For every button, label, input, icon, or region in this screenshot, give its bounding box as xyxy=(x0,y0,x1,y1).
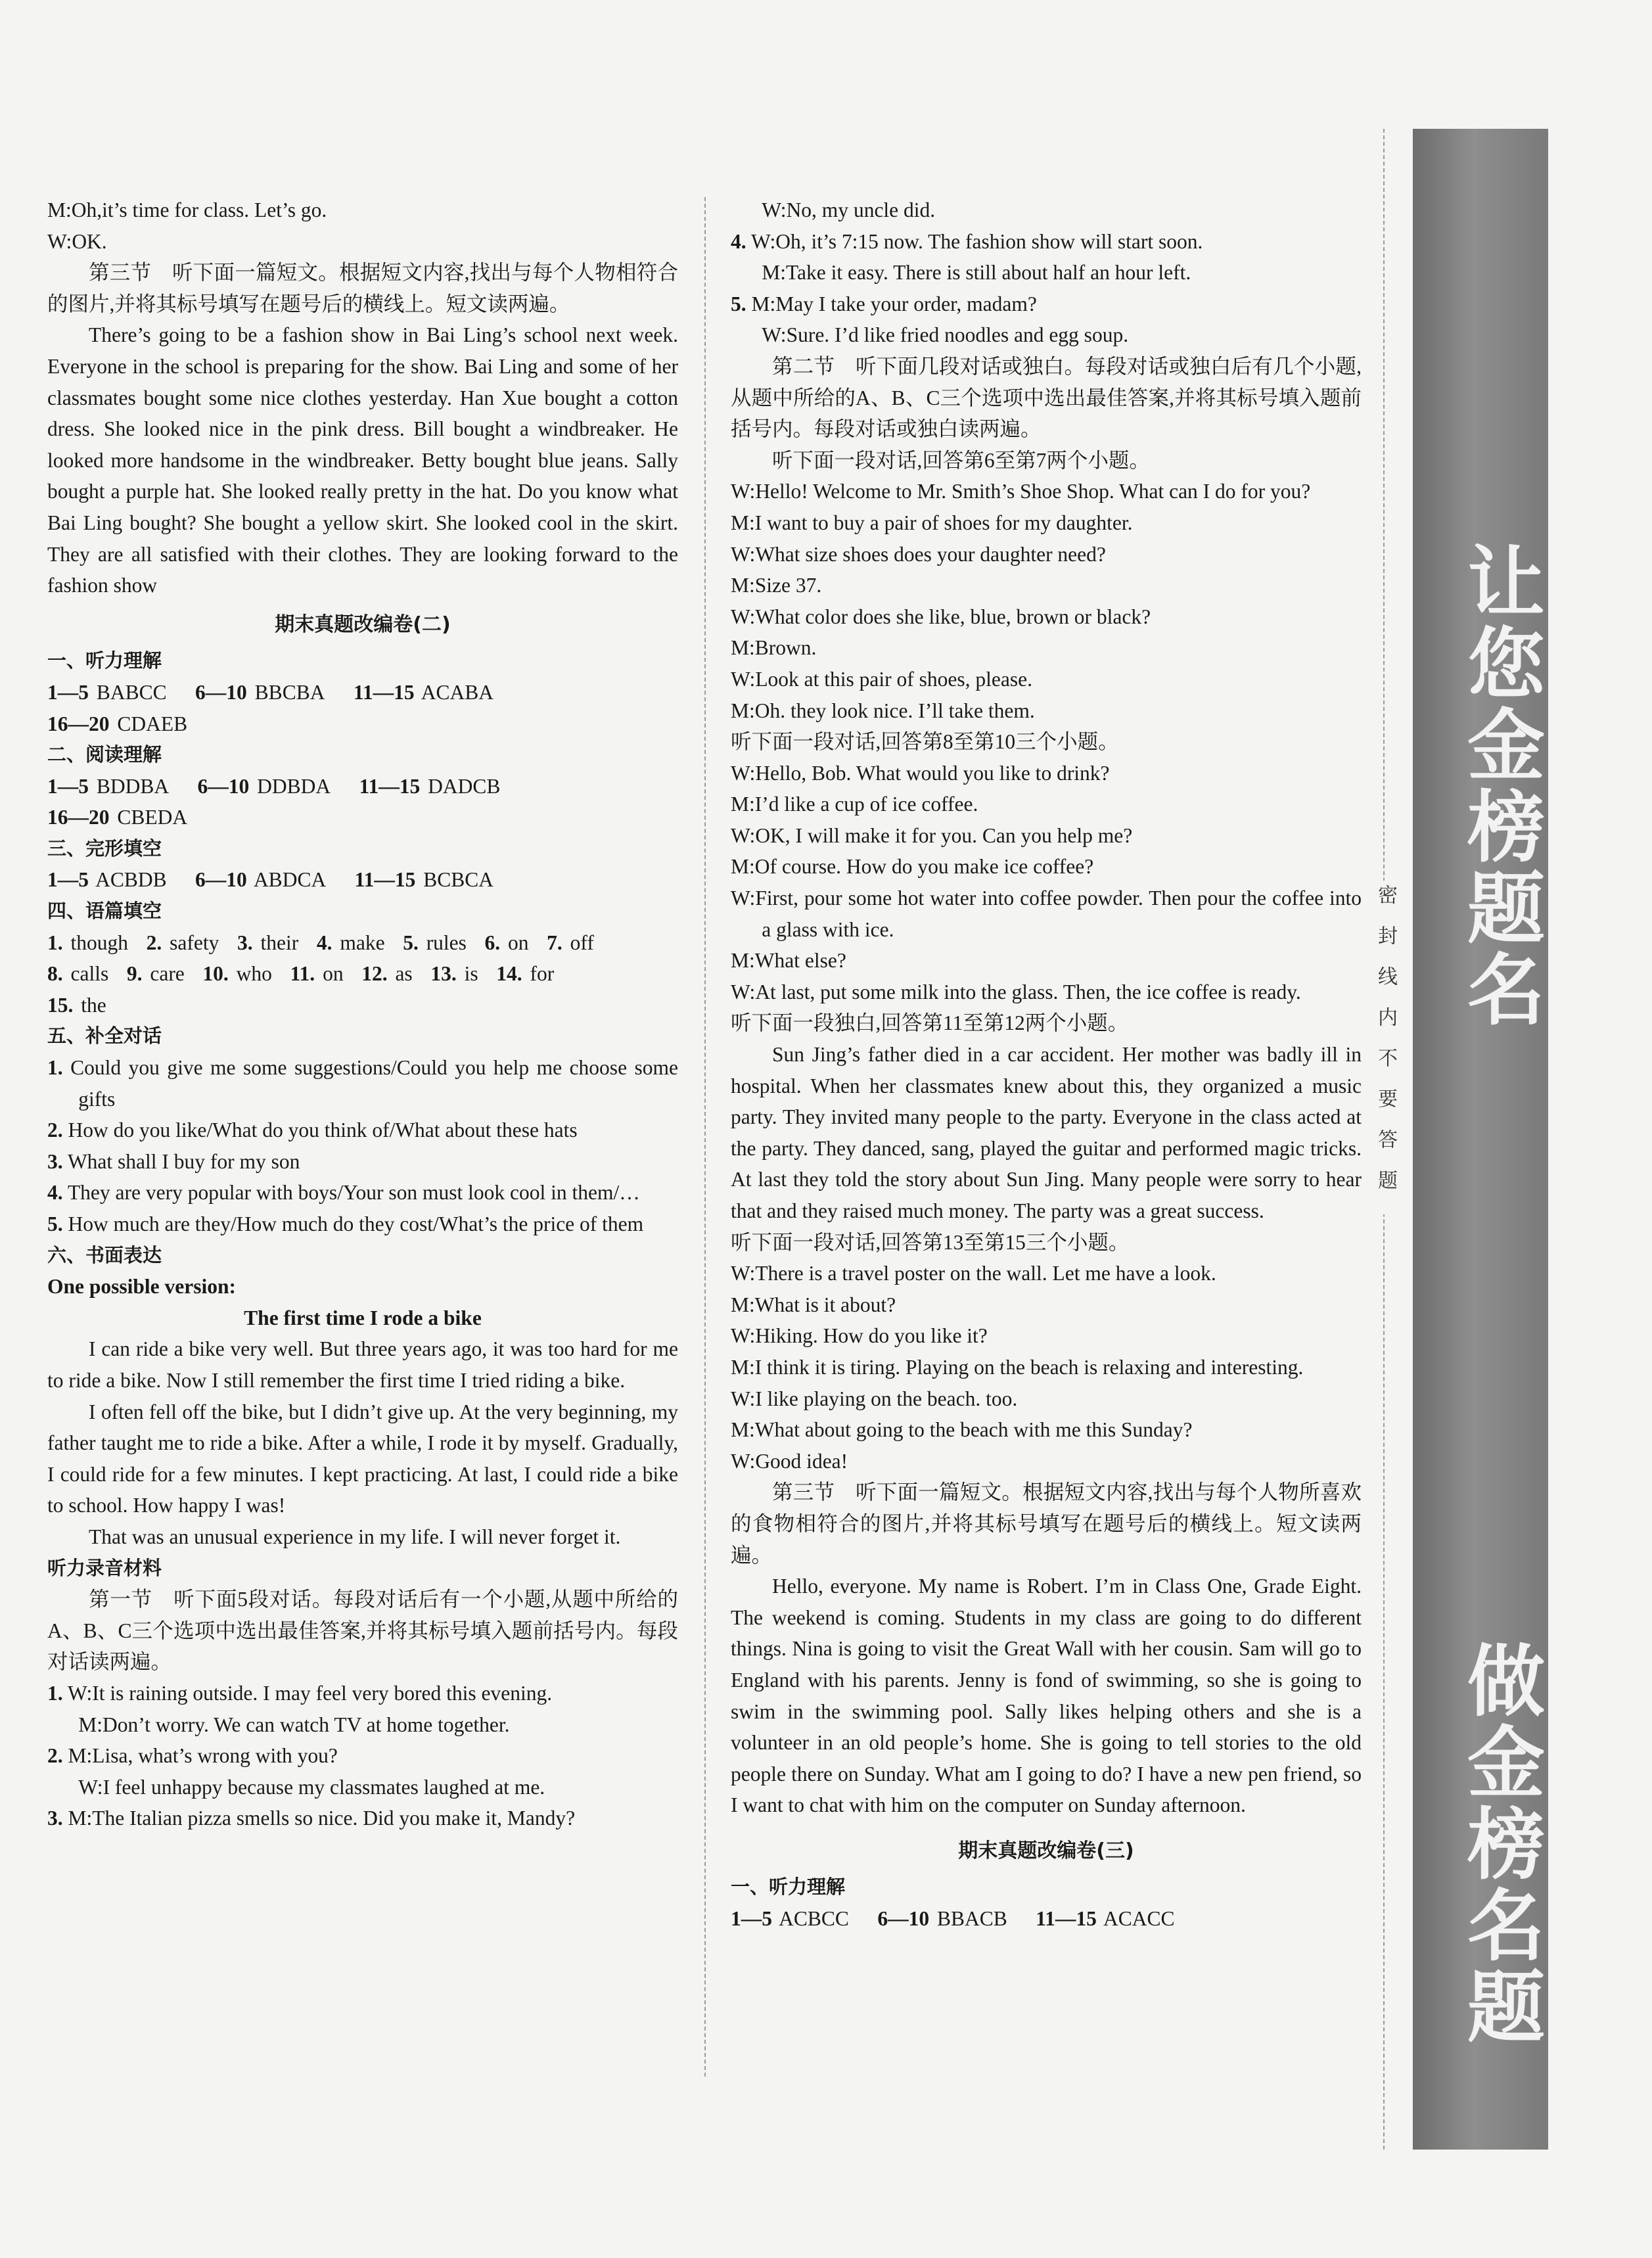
answer-row xyxy=(47,802,678,833)
dialog-number: 4. xyxy=(731,229,746,253)
essay-paragraph: That was an unusual experience in my life. I will never forget it. xyxy=(89,1525,621,1548)
dialog-line: M:I’d like a cup of ice coffee. xyxy=(731,793,978,816)
dialog-first-line xyxy=(731,226,1362,258)
fill-row xyxy=(47,990,678,1021)
column-divider xyxy=(704,197,706,2077)
monologue: Sun Jing’s father died in a car accident. Her mother was badly ill in hospital. When her classmates knew about this, they organized a music party. They invited many people to the party. Everyone in the class acted at the party. They danced, sang, played the guitar and performed magic tricks. At last they told the story about Sun Jing. Many people were sorry to hear that and they raised much money. The party was a great success. xyxy=(731,1043,1362,1222)
dialog-number: 5. xyxy=(731,292,746,315)
dialog-number: 1. xyxy=(47,1681,63,1705)
section1-dialogs xyxy=(47,1678,678,1834)
item-number: 5. xyxy=(47,1212,63,1235)
answer-range: 1—5 xyxy=(47,680,89,704)
answer-letters: CBEDA xyxy=(117,806,188,829)
dialog-answer-item xyxy=(47,1052,678,1115)
answer-letters: BABCC xyxy=(96,680,167,704)
banner-slogan-bottom: 做金榜名题 xyxy=(1454,1640,1546,2048)
weekend-passage: Hello, everyone. My name is Robert. I’m in Class One, Grade Eight. The weekend is coming. Students in my class are going to do different things. Nina is going to visit the Great Wall with her cousin. Sam will go to England with his parents. Jenny is fond of swimming, so she is going to swim in the swimming pool. Sally likes helping others and she is a volunteer in an old people’s home. She is going to tell stories to the old people there on Sunday. What am I going to do? I have a new pen friend, so I want to chat with him on the computer on Sunday afternoon. xyxy=(731,1575,1362,1817)
right-column xyxy=(731,195,1362,1935)
fill-number: 14. xyxy=(496,962,522,986)
essay-title: The first time I rode a bike xyxy=(244,1306,482,1329)
item-text: What shall I buy for my son xyxy=(67,1149,300,1173)
fill-number: 4. xyxy=(316,931,333,954)
essay-paragraph: I often fell off the bike, but I didn’t give up. At the very beginning, my father taught me to ride a bike. After a while, I rode it by myself. Gradually, I could ride for a few minutes. I kept practicing. At last, I could ride a bike to school. How happy I was! xyxy=(47,1400,678,1517)
reading-answers xyxy=(47,771,678,833)
item-number: 1. xyxy=(47,1056,63,1080)
dialog-second-line: M:Don’t worry. We can watch TV at home together. xyxy=(78,1713,510,1736)
fill-number: 15. xyxy=(47,993,74,1017)
dialog-line: M:What is it about? xyxy=(731,1293,896,1316)
answer-row xyxy=(47,677,678,708)
question-prompt: 听下面一段独白,回答第11至第12两个小题。 xyxy=(731,1011,1129,1035)
answer-letters: ACBCC xyxy=(779,1907,849,1931)
shoe-shop-dialog xyxy=(731,476,1362,726)
answer-letters: DADCB xyxy=(428,774,501,798)
travel-poster-dialog xyxy=(731,1258,1362,1477)
listening-heading: 一、听力理解 xyxy=(731,1876,846,1899)
answer-letters: ACBDB xyxy=(95,868,167,892)
fill-number: 1. xyxy=(47,931,63,954)
item-text: They are very popular with boys/Your son must look cool in them/… xyxy=(67,1181,640,1205)
dialog-first-line xyxy=(47,1740,678,1772)
dialog-number: 2. xyxy=(47,1744,63,1768)
fashion-show-passage: There’s going to be a fashion show in Bai Ling’s school next week. Everyone in the school is preparing for the show. Bai Ling and some of her classmates bought some nice clothes yesterday. Han Xue bought a cotton dress. She looked nice in the pink dress. Bill bought a windbreaker. He looked more handsome in the windbreaker. Betty bought blue jeans. Sally bought a purple hat. She looked really pretty in the hat. Do you know what Bai Ling bought? She bought a yellow skirt. She looked cool in the skirt. They are all satisfied with their clothes. They are looking forward to the fashion show xyxy=(47,323,678,597)
section3-instructions: 第三节 听下面一篇短文。根据短文内容,找出与每个人物相符合的图片,并将其标号填写在题号后的横线上。短文读两遍。 xyxy=(47,261,678,315)
answer-range: 1—5 xyxy=(47,774,89,798)
answer-letters: ACACC xyxy=(1103,1907,1175,1931)
fill-answer: safety xyxy=(170,931,219,954)
item-number: 2. xyxy=(47,1118,63,1142)
dialog-line: W:OK, I will make it for you. Can you help me? xyxy=(731,823,1133,847)
ice-coffee-dialog xyxy=(731,758,1362,1008)
fill-number: 11. xyxy=(290,962,315,986)
fill-answers xyxy=(47,927,678,1021)
fill-answer: calls xyxy=(70,962,109,986)
dialog-line: W:I like playing on the beach. too. xyxy=(731,1387,1018,1410)
fill-number: 2. xyxy=(146,931,162,954)
fill-answer: though xyxy=(70,931,129,954)
essay-paragraph: I can ride a bike very well. But three years ago, it was too hard for me to ride a bike. Now I still remember the first time I tried riding a bike. xyxy=(47,1337,678,1392)
fill-number: 5. xyxy=(403,931,419,954)
dialog-line: W:Hiking. How do you like it? xyxy=(731,1324,988,1348)
fill-answer: on xyxy=(323,962,344,986)
fill-answer: on xyxy=(508,931,529,954)
answer-range: 6—10 xyxy=(195,680,247,704)
dialog-number: 3. xyxy=(47,1807,63,1830)
answer-range: 6—10 xyxy=(877,1907,930,1931)
item-number: 3. xyxy=(47,1149,63,1173)
dialog-line: W:OK. xyxy=(47,229,107,253)
dialog-line: M:What about going to the beach with me this Sunday? xyxy=(731,1418,1193,1442)
dialog-line: W:No, my uncle did. xyxy=(762,198,936,221)
dialog-line: M:Size 37. xyxy=(731,574,822,597)
fill-answer: make xyxy=(340,931,385,954)
dialog-text: M:Lisa, what’s wrong with you? xyxy=(68,1744,338,1768)
fill-number: 7. xyxy=(547,931,562,954)
dialog-line: M:I want to buy a pair of shoes for my daughter. xyxy=(731,511,1133,534)
banner-slogan-top: 让您金榜题名 xyxy=(1454,541,1546,1030)
fill-number: 8. xyxy=(47,962,63,986)
fill-answer: is xyxy=(464,962,478,986)
dialog-line: M:What else? xyxy=(731,949,846,973)
dialog-first-line xyxy=(731,288,1362,320)
question-prompt: 听下面一段对话,回答第13至第15三个小题。 xyxy=(731,1230,1130,1254)
answer-range: 11—15 xyxy=(359,774,421,798)
answer-letters: ABDCA xyxy=(253,868,327,892)
fill-number: 13. xyxy=(430,962,457,986)
answer-letters: DDBDA xyxy=(257,774,331,798)
listening-answers xyxy=(47,677,678,739)
dialog-text: M:The Italian pizza smells so nice. Did you make it, Mandy? xyxy=(68,1807,576,1830)
dialog-line: M:Brown. xyxy=(731,636,817,660)
dialog-text: W:It is raining outside. I may feel very bored this evening. xyxy=(67,1681,553,1705)
exam2-title: 期末真题改编卷(二) xyxy=(275,612,451,636)
answer-row xyxy=(47,864,678,896)
dialog-first-line xyxy=(47,1803,678,1834)
fill-answer: their xyxy=(260,931,299,954)
exam3-title: 期末真题改编卷(三) xyxy=(958,1839,1134,1862)
fill-row xyxy=(47,927,678,959)
fill-number: 6. xyxy=(484,931,501,954)
fill-number: 9. xyxy=(126,962,143,986)
dialog-line: W:What color does she like, blue, brown or black? xyxy=(731,605,1151,628)
dialog-answers xyxy=(47,1052,678,1240)
dialog-answer-item xyxy=(47,1115,678,1146)
numbered-dialogs xyxy=(731,226,1362,351)
fill-heading: 四、语篇填空 xyxy=(47,900,162,923)
fill-number: 3. xyxy=(237,931,253,954)
answer-range: 6—10 xyxy=(197,774,250,798)
answer-range: 6—10 xyxy=(195,868,247,892)
section1-instructions: 第一节 听下面5段对话。每段对话后有一个小题,从题中所给的A、B、C三个选项中选出最佳答案,并将其标号填入题前括号内。每段对话读两遍。 xyxy=(47,1588,678,1674)
dialog-line: W:At last, put some milk into the glass. Then, the ice coffee is ready. xyxy=(731,980,1301,1003)
dialog-heading: 五、补全对话 xyxy=(47,1025,162,1048)
item-number: 4. xyxy=(47,1181,63,1205)
answer-row xyxy=(47,771,678,802)
side-banner xyxy=(1413,129,1548,2150)
dialog-first-line xyxy=(47,1678,678,1709)
fill-row xyxy=(47,958,678,990)
dialog-line: M:Of course. How do you make ice coffee? xyxy=(731,855,1094,879)
answer-letters: CDAEB xyxy=(117,712,188,735)
writing-heading: 六、书面表达 xyxy=(47,1243,162,1266)
possible-version-label: One possible version: xyxy=(47,1275,237,1299)
fill-answer: care xyxy=(150,962,185,986)
answer-letters: BCBCA xyxy=(423,868,494,892)
dialog-line: M:Oh,it’s time for class. Let’s go. xyxy=(47,198,327,221)
dialog-text: W:Oh, it’s 7:15 now. The fashion show will start soon. xyxy=(750,229,1203,253)
answer-letters: BBACB xyxy=(936,1907,1007,1931)
cloze-heading: 三、完形填空 xyxy=(47,837,162,860)
fill-number: 10. xyxy=(202,962,229,986)
dialog-line: W:There is a travel poster on the wall. Let me have a look. xyxy=(731,1262,1216,1285)
seal-notice: 密封线内不要答题 xyxy=(1367,881,1400,1214)
answer-range: 16—20 xyxy=(47,712,110,735)
fill-answer: the xyxy=(81,993,106,1017)
answer-range: 11—15 xyxy=(1036,1907,1097,1931)
dialog-answer-item xyxy=(47,1209,678,1240)
answer-range: 1—5 xyxy=(731,1907,772,1931)
answer-row xyxy=(47,708,678,740)
fill-answer: for xyxy=(530,962,555,986)
answer-row xyxy=(731,1903,1362,1935)
dialog-line: W:First, pour some hot water into coffee powder. Then pour the coffee into a glass with ice. xyxy=(731,887,1362,941)
fill-answer: off xyxy=(570,931,594,954)
answer-letters: BBCBA xyxy=(254,680,325,704)
section3-instructions: 第三节 听下面一篇短文。根据短文内容,找出与每个人物所喜欢的食物相符合的图片,并将其标号填写在题号后的横线上。短文读两遍。 xyxy=(731,1481,1362,1567)
dialog-line: M:I think it is tiring. Playing on the beach is relaxing and interesting. xyxy=(731,1355,1304,1379)
item-text: How much are they/How much do they cost/What’s the price of them xyxy=(68,1212,644,1235)
dialog-answer-item xyxy=(47,1177,678,1209)
question-prompt: 听下面一段对话,回答第6至第7两个小题。 xyxy=(772,448,1150,472)
fill-answer: rules xyxy=(426,931,467,954)
answer-range: 11—15 xyxy=(354,868,416,892)
answer-letters: ACABA xyxy=(421,680,494,704)
transcript-heading: 听力录音材料 xyxy=(47,1556,162,1579)
left-column xyxy=(47,195,678,1834)
dialog-second-line: M:Take it easy. There is still about half an hour left. xyxy=(762,261,1191,285)
dialog-second-line: W:Sure. I’d like fried noodles and egg soup. xyxy=(762,323,1129,347)
dialog-line: M:Oh. they look nice. I’ll take them. xyxy=(731,699,1035,722)
section2-instructions: 第二节 听下面几段对话或独白。每段对话或独白后有几个小题,从题中所给的A、B、C三个选项中选出最佳答案,并将其标号填入题前括号内。每段对话或独白读两遍。 xyxy=(731,354,1362,441)
cloze-answers xyxy=(47,864,678,896)
dialog-text: M:May I take your order, madam? xyxy=(751,292,1037,315)
answer-letters: BDDBA xyxy=(96,774,170,798)
item-text: Could you give me some suggestions/Could you help me choose some gifts xyxy=(70,1056,679,1111)
fill-answer: as xyxy=(395,962,413,986)
dialog-line: W:Hello! Welcome to Mr. Smith’s Shoe Shop. What can I do for you? xyxy=(731,480,1311,503)
dialog-line: W:What size shoes does your daughter need? xyxy=(731,542,1106,566)
reading-heading: 二、阅读理解 xyxy=(47,743,162,766)
dialog-line: W:Hello, Bob. What would you like to drink? xyxy=(731,761,1110,785)
dialog-line: W:Look at this pair of shoes, please. xyxy=(731,667,1032,691)
dialog-line: W:Good idea! xyxy=(731,1449,848,1473)
answer-range: 1—5 xyxy=(47,868,89,892)
dialog-answer-item xyxy=(47,1146,678,1178)
question-prompt: 听下面一段对话,回答第8至第10三个小题。 xyxy=(731,730,1119,754)
fill-answer: who xyxy=(236,962,272,986)
answer-range: 16—20 xyxy=(47,806,110,829)
fill-number: 12. xyxy=(361,962,388,986)
dialog-second-line: W:I feel unhappy because my classmates laughed at me. xyxy=(78,1775,545,1799)
item-text: How do you like/What do you think of/What about these hats xyxy=(68,1118,578,1142)
listening-answers xyxy=(731,1903,1362,1935)
listening-heading: 一、听力理解 xyxy=(47,649,162,672)
answer-range: 11—15 xyxy=(353,680,415,704)
